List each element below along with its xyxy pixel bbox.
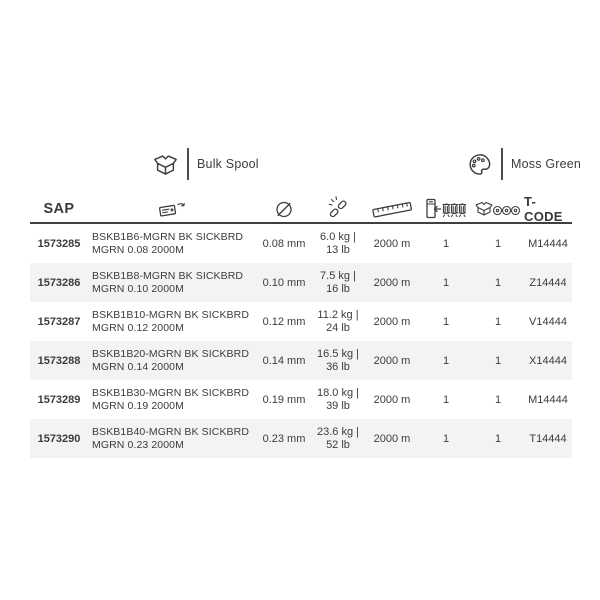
sap-cell: 1573288: [37, 354, 81, 367]
tcode-cell: M14444: [528, 393, 568, 406]
tcode-cell: X14444: [529, 354, 567, 367]
product-name-cell: BSKB1B20-MGRN BK SICKBRD MGRN 0.14 2000M: [92, 347, 250, 373]
tcode-cell: Z14444: [529, 276, 567, 289]
table-row: [30, 380, 572, 419]
length-cell: 2000 m: [373, 432, 411, 445]
sap-cell: 1573290: [37, 432, 81, 445]
diameter-cell: 0.10 mm: [262, 276, 306, 289]
table-row: [30, 341, 572, 380]
product-name-cell: BSKB1B40-MGRN BK SICKBRD MGRN 0.23 2000M: [92, 425, 250, 451]
diameter-cell: 0.23 mm: [262, 432, 306, 445]
tcode-cell: V14444: [529, 315, 567, 328]
strength-cell: 18.0 kg | 39 lb: [317, 386, 359, 412]
diameter-cell: 0.19 mm: [262, 393, 306, 406]
sap-cell: 1573286: [37, 276, 81, 289]
case-qty-cell: 1: [494, 237, 502, 250]
legend-bulk-spool-label: Bulk Spool: [197, 157, 259, 171]
legend-line-color: [466, 146, 581, 182]
strength-cell: 16.5 kg | 36 lb: [317, 347, 359, 373]
length-cell: 2000 m: [373, 315, 411, 328]
broken-chain-icon: [312, 194, 364, 224]
product-name-cell: BSKB1B30-MGRN BK SICKBRD MGRN 0.19 2000M: [92, 386, 250, 412]
spec-table: [30, 194, 572, 458]
pack-qty-cell: 1: [442, 276, 450, 289]
table-header-row: [30, 194, 572, 224]
length-cell: 2000 m: [373, 393, 411, 406]
product-name-cell: BSKB1B10-MGRN BK SICKBRD MGRN 0.12 2000M: [92, 308, 250, 334]
sap-cell: 1573289: [37, 393, 81, 406]
tcode-cell: M14444: [528, 237, 568, 250]
strength-cell: 6.0 kg | 13 lb: [320, 230, 356, 256]
legend-line-color-label: Moss Green: [511, 157, 582, 171]
length-cell: 2000 m: [373, 276, 411, 289]
case-quantity-icon: [472, 194, 524, 224]
table-body: [30, 224, 572, 458]
diameter-cell: 0.12 mm: [262, 315, 306, 328]
table-row: [30, 419, 572, 458]
open-box-icon: [152, 151, 179, 178]
tcode-cell: T14444: [529, 432, 567, 445]
palette-icon: [466, 151, 493, 178]
length-cell: 2000 m: [373, 237, 411, 250]
product-name-cell: BSKB1B6-MGRN BK SICKBRD MGRN 0.08 2000M: [92, 230, 244, 256]
legend-bulk-spool: [152, 146, 259, 182]
case-qty-cell: 1: [494, 276, 502, 289]
diameter-cell: 0.08 mm: [262, 237, 306, 250]
pack-quantity-icon: [420, 194, 472, 224]
table-row: [30, 302, 572, 341]
case-qty-cell: 1: [494, 393, 502, 406]
pack-qty-cell: 1: [442, 315, 450, 328]
pack-qty-cell: 1: [442, 237, 450, 250]
ruler-icon: [364, 194, 420, 224]
length-cell: 2000 m: [373, 354, 411, 367]
tcode-column-header: T-CODE: [524, 194, 563, 224]
strength-cell: 23.6 kg | 52 lb: [317, 425, 359, 451]
sap-cell: 1573287: [37, 315, 81, 328]
sap-column-header: SAP: [43, 201, 75, 217]
pack-qty-cell: 1: [442, 354, 450, 367]
case-qty-cell: 1: [494, 315, 502, 328]
table-row: [30, 224, 572, 263]
diameter-cell: 0.14 mm: [262, 354, 306, 367]
pack-qty-cell: 1: [442, 432, 450, 445]
case-qty-cell: 1: [494, 354, 502, 367]
sap-cell: 1573285: [37, 237, 81, 250]
legend-divider: [187, 148, 189, 180]
legend-divider: [501, 148, 503, 180]
product-name-cell: BSKB1B8-MGRN BK SICKBRD MGRN 0.10 2000M: [92, 269, 244, 295]
strength-cell: 11.2 kg | 24 lb: [317, 308, 359, 334]
case-qty-cell: 1: [494, 432, 502, 445]
pack-qty-cell: 1: [442, 393, 450, 406]
table-row: [30, 263, 572, 302]
strength-cell: 7.5 kg | 16 lb: [320, 269, 356, 295]
tag-icon: [88, 194, 256, 224]
diameter-icon: [256, 194, 312, 224]
